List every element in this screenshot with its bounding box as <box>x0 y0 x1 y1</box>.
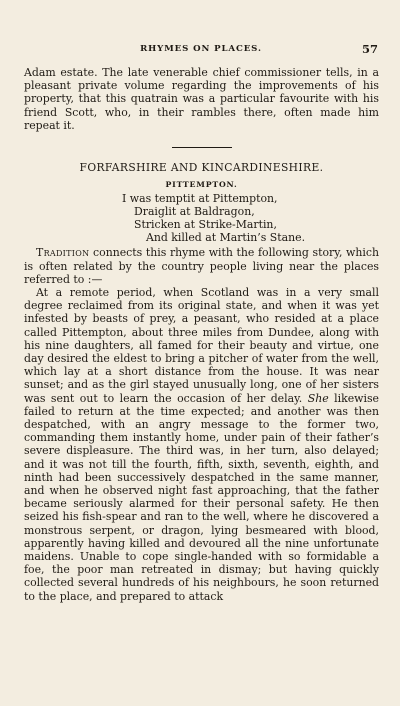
rhyme-verse <box>122 192 379 244</box>
tradition-lead-word: Tradition <box>36 246 90 260</box>
verse-line: Stricken at Strike-Martin, <box>134 218 277 232</box>
rhyme-title: PITTEMPTON. <box>165 180 238 190</box>
page-number: 57 <box>361 42 378 56</box>
running-title: RHYMES ON PLACES. <box>140 44 262 54</box>
verse-line: Draiglit at Baldragon, <box>134 205 255 219</box>
page-header <box>24 44 378 58</box>
story-paragraph <box>24 286 379 603</box>
section-heading: FORFARSHIRE AND KINCARDINESHIRE. <box>79 161 324 175</box>
tradition-text: connects this rhyme with the following story, which is often related by the country people living near the places referred to :— <box>24 246 379 286</box>
page-body <box>24 66 379 603</box>
intro-paragraph: Adam estate. The late venerable chief commissioner tells, in a pleasant private volume regarding the improvements of his property, that this quatrain was a particular favourite with his friend Scott, who, in their rambles there, often made him repeat it. <box>24 66 379 132</box>
story-text-part-2: likewise failed to return at the time expected; and another was then despatched, with an angry message to the former two, commanding them instantly home, under pain of their father’s severe displeasure. The third was, in her turn, also delayed; and it was not till the fourth, fifth, sixth, seventh, eighth, and ninth had been successively despatched in the same manner, and when he observed night fast approaching, that the father became seriously alarmed for their personal safety. He then seized his fish-spear and ran to the well, where he discovered a monstrous serpent, or dragon, lying besmeared with blood, apparently having killed and devoured all the nine unfortunate maidens. Unable to cope single-handed with so formidable a foe, the poor man retreated in dismay; but having quickly collected several hundreds of his neighbours, he soon returned to the place, and prepared to attack <box>24 391 379 603</box>
tradition-paragraph <box>24 246 379 286</box>
emphasis-she: She <box>307 391 329 405</box>
story-text-part-1: At a remote period, when Scotland was in a very small degree reclaimed from its original state, and when it was yet infested by beasts of prey, a peasant, who resided at a place called Pittempton, about three miles from Dundee, along with his nine daughters, all famed for their beauty and virtue, one day desired the eldest to bring a pitcher of water from the well, which lay at a short distance from the house. It was near sunset; and as the girl stayed unusually long, one of her sisters was sent out to learn the occasion of her delay. <box>24 285 379 405</box>
section-divider <box>172 147 232 148</box>
verse-line: And killed at Martin’s Stane. <box>146 231 306 245</box>
verse-line: I was temptit at Pittempton, <box>122 192 278 206</box>
